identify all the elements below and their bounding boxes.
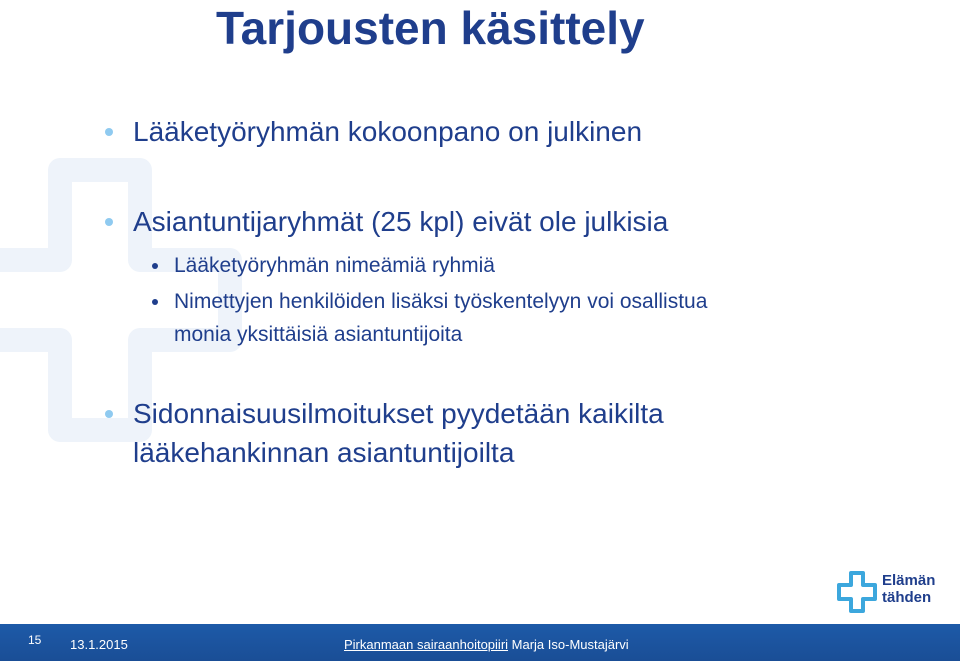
- bullet-text-line1: Sidonnaisuusilmoitukset pyydetään kaikilta: [133, 398, 664, 429]
- bullet-text: Asiantuntijaryhmät (25 kpl) eivät ole julkisia: [133, 206, 669, 237]
- sub-bullet-text-line2: monia yksittäisiä asiantuntijoita: [174, 323, 463, 346]
- slide-title: Tarjousten käsittely: [216, 2, 645, 54]
- footer-bar: [0, 624, 960, 661]
- logo-text: [882, 572, 935, 606]
- bullet-text-line2: lääkehankinnan asiantuntijoilta: [133, 437, 515, 468]
- logo-line1: Elämän: [882, 572, 936, 589]
- sub-bullet-dot: [152, 263, 158, 269]
- footer-credit: [344, 637, 629, 652]
- sub-bullet-text: Lääketyöryhmän nimeämiä ryhmiä: [174, 254, 495, 277]
- author-name: Marja Iso-Mustajärvi: [511, 637, 629, 652]
- organization-name: Pirkanmaan sairaanhoitopiiri: [344, 637, 509, 652]
- sub-bullet-text-line1: Nimettyjen henkilöiden lisäksi työskentelyyn voi osallistua: [174, 290, 708, 313]
- bullet-text: Lääketyöryhmän kokoonpano on julkinen: [133, 116, 643, 147]
- page-number: 15: [28, 633, 42, 647]
- bullet-dot: [105, 410, 113, 418]
- logo-cross-icon: [836, 570, 878, 614]
- bullet-dot: [105, 218, 113, 226]
- sub-bullet-dot: [152, 299, 158, 305]
- footer-date: 13.1.2015: [70, 637, 128, 652]
- elaman-tahden-logo: [836, 570, 956, 616]
- bullet-dot: [105, 128, 113, 136]
- logo-line2: tähden: [882, 589, 932, 606]
